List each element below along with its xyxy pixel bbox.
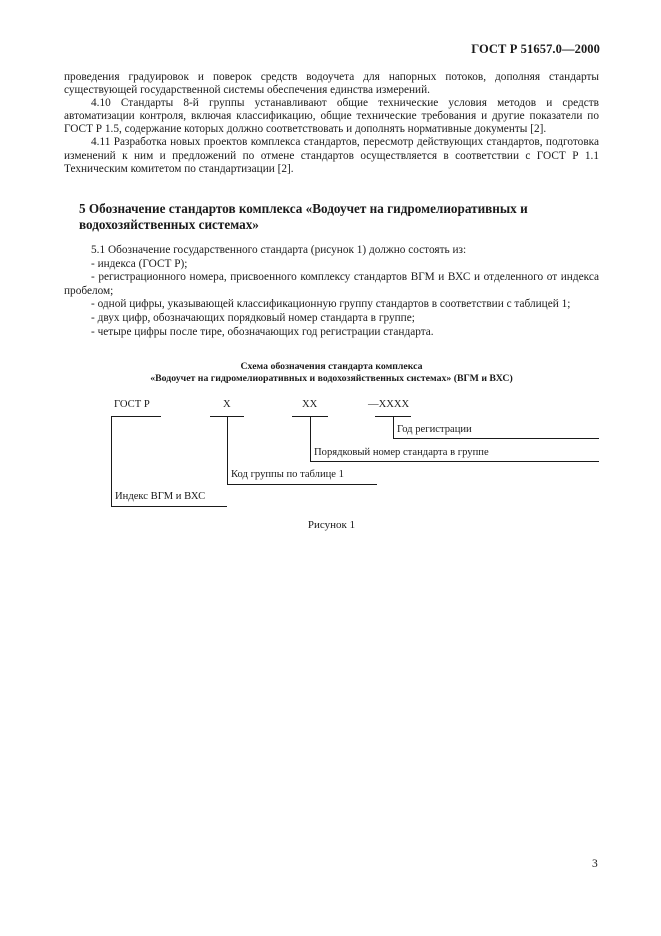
code-year: —ХХХХ <box>368 399 410 410</box>
figure-title-line-1: Схема обозначения стандарта комплекса <box>240 361 423 372</box>
leader-group <box>227 416 228 485</box>
rule-index <box>111 506 227 507</box>
figure-title-line-2: «Водоучет на гидромелиоративных и водохозяйственных системах» (ВГМ и ВХС) <box>150 373 513 384</box>
section-5-title: 5 Обозначение стандартов комплекса «Водоучет на гидромелиоративных и водохозяйственных системах» <box>79 201 528 232</box>
rule-year <box>393 438 599 439</box>
label-index: Индекс ВГМ и ВХС <box>115 491 206 502</box>
rule-order <box>310 461 599 462</box>
list-item: - четыре цифры после тире, обозначающих год регистрации стандарта. <box>91 325 434 338</box>
code-group: Х <box>223 399 231 410</box>
list-intro: 5.1 Обозначение государственного стандарта (рисунок 1) должно состоять из: <box>91 244 467 256</box>
paragraph-4-11: 4.11 Разработка новых проектов комплекса стандартов, пересмотр действующих стандартов, подготовка изменений к ним и предложений по отмене стандартов осуществляется в соответствии с ГОСТ Р 1.1 Техническим комитетом по стандартизации [2]. <box>64 136 599 175</box>
list-item: - одной цифры, указывающей классификационную группу стандартов в соответствии с таблицей 1; <box>91 298 571 311</box>
leader-index <box>111 416 112 507</box>
list-item: - индекса (ГОСТ Р); <box>91 257 188 270</box>
figure-caption: Рисунок 1 <box>307 519 356 531</box>
list-item: - двух цифр, обозначающих порядковый номер стандарта в группе; <box>91 311 415 324</box>
label-group: Код группы по таблице 1 <box>231 469 344 480</box>
leader-order <box>310 416 311 462</box>
leader-year <box>393 416 394 439</box>
underline-index <box>111 416 161 417</box>
code-index: ГОСТ Р <box>114 399 150 410</box>
paragraph-4-10: 4.10 Стандарты 8-й группы устанавливают общие технические условия методов и средств автоматизации контроля, включая классификацию, общие технические требования и другие показатели по ГОСТ Р 1.5, содержание которых должно соответствовать и дополнять нормативные документы [2]. <box>64 97 599 136</box>
document-header: ГОСТ Р 51657.0—2000 <box>471 42 600 56</box>
label-year: Год регистрации <box>397 424 472 435</box>
paragraph-continuation: проведения градуировок и поверок средств водоучета для напорных потоков, дополняя стандарты существующей государственной системы обеспечения единства измерений. <box>64 71 599 97</box>
page-number: 3 <box>592 858 598 870</box>
rule-group <box>227 484 377 485</box>
label-order: Порядковый номер стандарта в группе <box>314 447 489 458</box>
list-item: - регистрационного номера, присвоенного комплексу стандартов ВГМ и ВХС и отделенного от индекса пробелом; <box>64 271 599 297</box>
code-order: ХХ <box>302 399 318 410</box>
